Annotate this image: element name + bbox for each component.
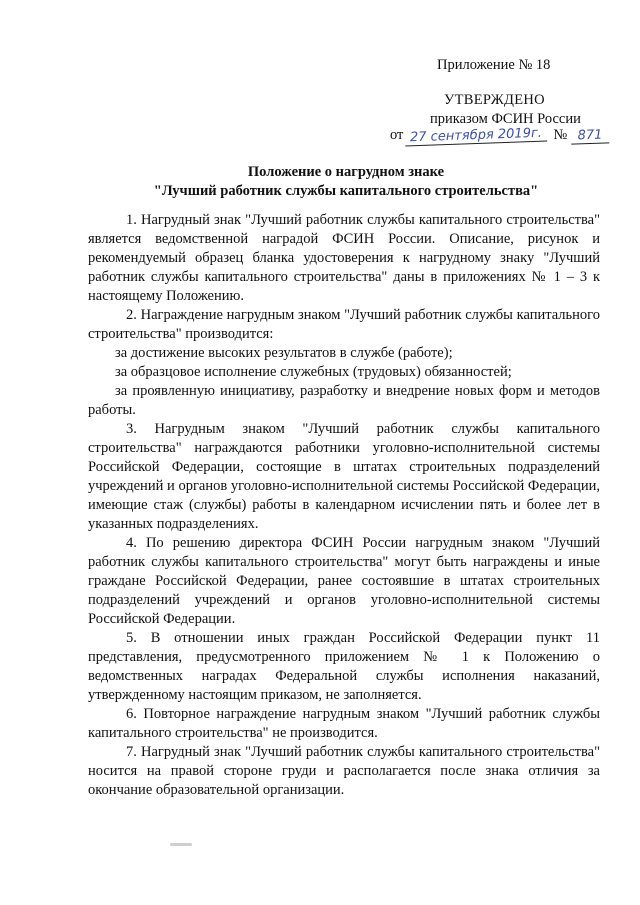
paragraph-5: 5. В отношении иных граждан Российской Федерации пункт 11 представления, предусмотренного приложением № 1 к Положению о ведомственных наградах Федеральной службы исполнения наказаний, утвержденному настоящим приказом, не заполняется. bbox=[88, 630, 600, 703]
paragraph-2-item-1: за достижение высоких результатов в службе (работе); bbox=[115, 345, 453, 361]
paragraph-3: 3. Нагрудным знаком "Лучший работник службы капитального строительства" награждаются работники уголовно-исполнительной системы Российской Федерации, состоящие в штатах строительных подразделений учреждений и органов уголовно-исполнительной системы Российской Федерации, имеющие стаж (службы) работы в календарном исчислении пять и более лет в указанных подразделениях. bbox=[88, 421, 600, 532]
document-title bbox=[0, 163, 640, 201]
approved-stamp-text: УТВЕРЖДЕНО bbox=[444, 92, 545, 108]
document-body bbox=[88, 211, 600, 800]
from-label: от bbox=[390, 127, 404, 143]
appendix-label: Приложение № 18 bbox=[437, 57, 551, 73]
number-label: № bbox=[553, 127, 568, 143]
order-date-line bbox=[390, 127, 609, 144]
handwritten-number: 871 bbox=[571, 127, 610, 144]
paragraph-6: 6. Повторное награждение нагрудным знаком "Лучший работник службы капитального строительства" не производится. bbox=[88, 706, 600, 741]
order-reference: приказом ФСИН России bbox=[430, 111, 581, 127]
paragraph-2-item-3: за проявленную инициативу, разработку и внедрение новых форм и методов работы. bbox=[88, 383, 600, 418]
scan-smudge bbox=[170, 843, 192, 846]
paragraph-1: 1. Нагрудный знак "Лучший работник службы капитального строительства" является ведомственной наградой ФСИН России. Описание, рисунок и рекомендуемый образец бланка удостоверения к нагрудному знаку "Лучший работник службы капитального строительства" даны в приложениях № 1 – 3 к настоящему Положению. bbox=[88, 212, 600, 304]
paragraph-7: 7. Нагрудный знак "Лучший работник службы капитального строительства" носится на правой стороне груди и располагается после знака отличия за окончание образовательной организации. bbox=[88, 744, 600, 798]
handwritten-date: 27 сентября 2019г. bbox=[405, 126, 547, 147]
paragraph-2: 2. Награждение нагрудным знаком "Лучший работник службы капитального строительства" производится: bbox=[88, 307, 600, 342]
paragraph-4: 4. По решению директора ФСИН России нагрудным знаком "Лучший работник службы капитального строительства" могут быть награждены и иные граждане Российской Федерации, ранее состоявшие в штатах строительных подразделений учреждений и органов уголовно-исполнительной системы Российской Федерации. bbox=[88, 535, 600, 627]
title-line-1: Положение о нагрудном знаке bbox=[247, 164, 445, 180]
paragraph-2-item-2: за образцовое исполнение служебных (трудовых) обязанностей; bbox=[115, 364, 512, 380]
title-line-2: "Лучший работник службы капитального строительства" bbox=[153, 183, 539, 199]
